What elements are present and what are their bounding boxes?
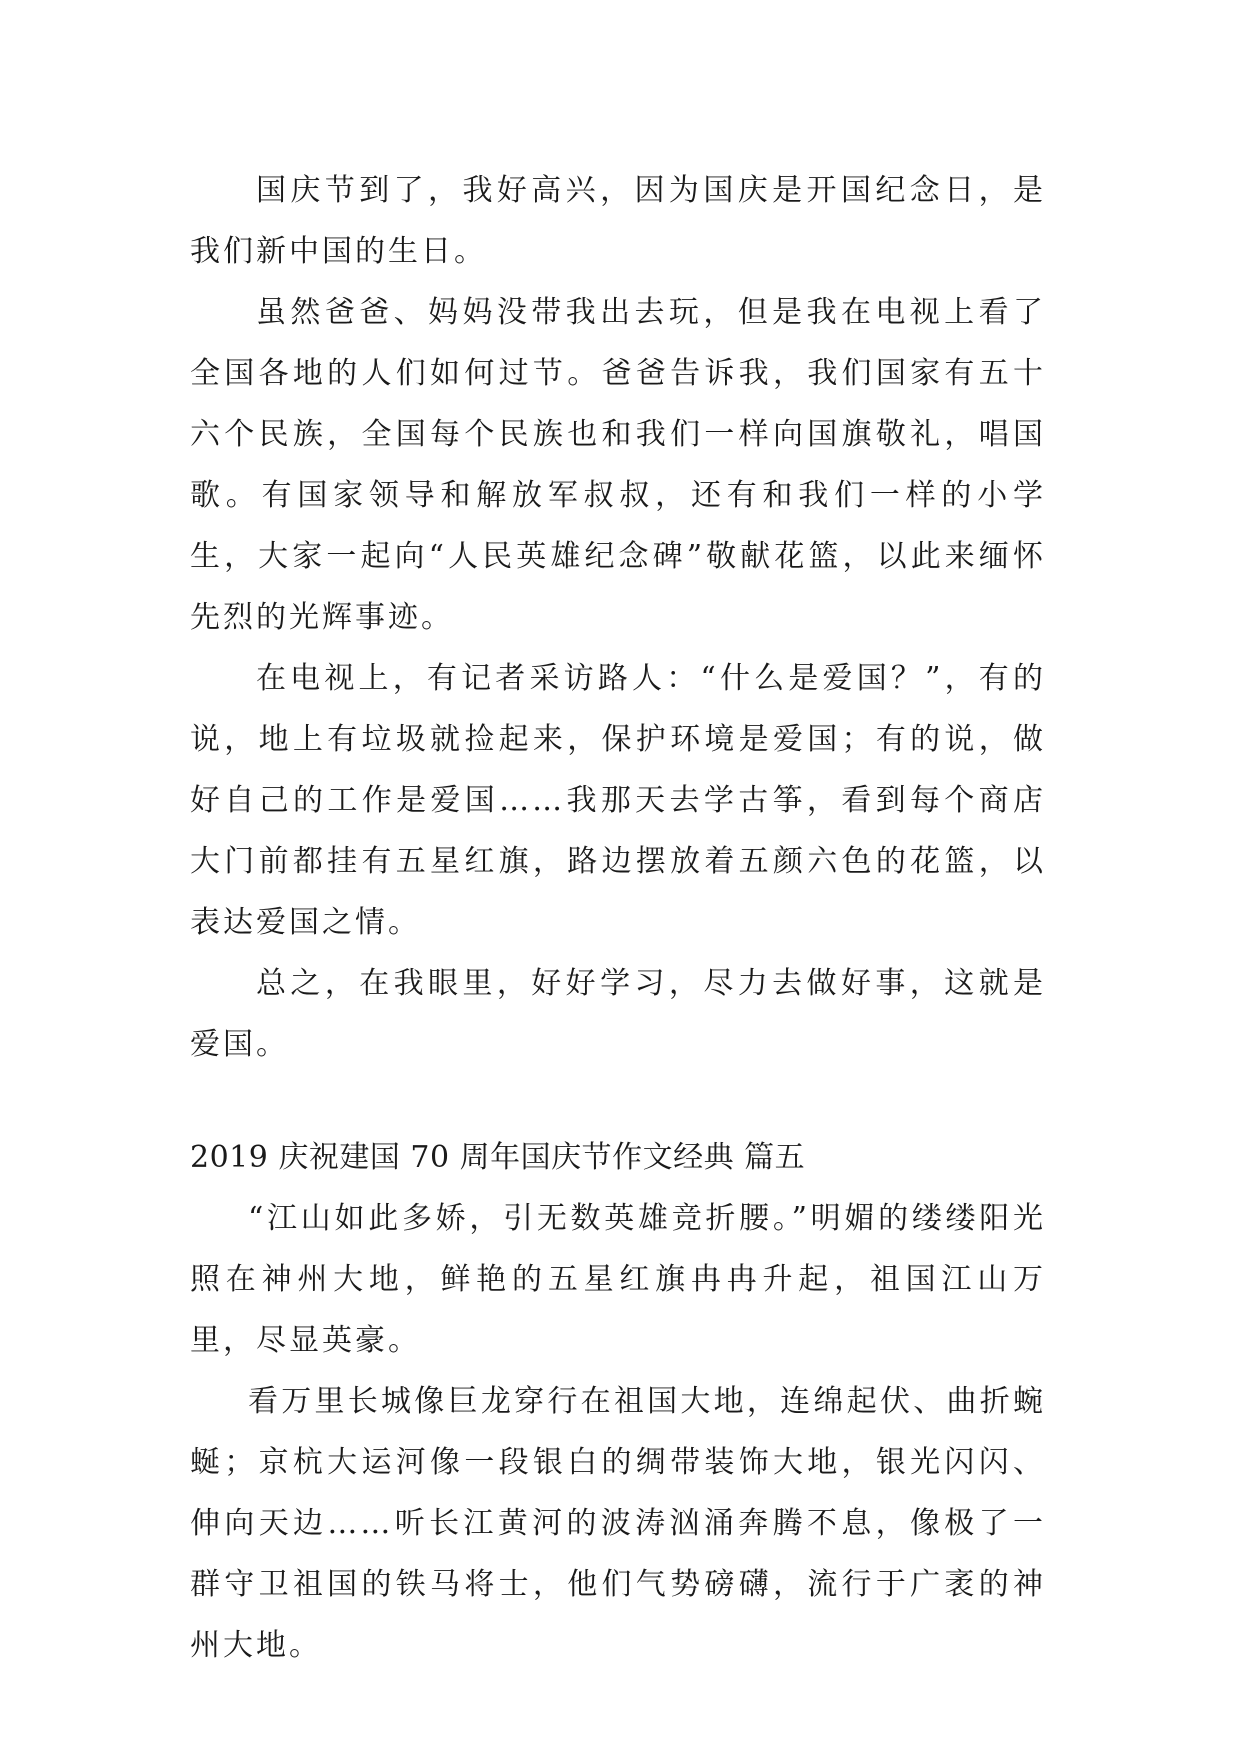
- paragraph: 总之，在我眼里，好好学习，尽力去做好事，这就是爱国。: [190, 966, 1046, 1062]
- section-title: 2019 庆祝建国 70 周年国庆节作文经典 篇五: [190, 1140, 806, 1175]
- essay-section-1: [190, 160, 1046, 1075]
- paragraph: 虽然爸爸、妈妈没带我出去玩，但是我在电视上看了全国各地的人们如何过节。爸爸告诉我，我们国家有五十六个民族，全国每个民族也和我们一样向国旗敬礼，唱国歌。有国家领导和解放军叔叔，还有和我们一样的小学生，大家一起向“人民英雄纪念碑”敬献花篮，以此来缅怀先烈的光辉事迹。: [190, 295, 1046, 635]
- essay-section-2: [190, 1127, 1046, 1676]
- paragraph: 看万里长城像巨龙穿行在祖国大地，连绵起伏、曲折蜿蜒；京杭大运河像一段银白的绸带装饰大地，银光闪闪、伸向天边……听长江黄河的波涛汹涌奔腾不息，像极了一群守卫祖国的铁马将士，他们气势磅礴，流行于广袤的神州大地。: [190, 1384, 1046, 1663]
- paragraph: 在电视上，有记者采访路人：“什么是爱国？”，有的说，地上有垃圾就捡起来，保护环境是爱国；有的说，做好自己的工作是爱国……我那天去学古筝，看到每个商店大门前都挂有五星红旗，路边摆放着五颜六色的花篮，以表达爱国之情。: [190, 661, 1046, 940]
- paragraph: 国庆节到了，我好高兴，因为国庆是开国纪念日，是我们新中国的生日。: [190, 173, 1046, 269]
- document-body: [190, 160, 1046, 1676]
- paragraph: “江山如此多娇，引无数英雄竞折腰。”明媚的缕缕阳光照在神州大地，鲜艳的五星红旗冉冉升起，祖国江山万里，尽显英豪。: [190, 1201, 1046, 1358]
